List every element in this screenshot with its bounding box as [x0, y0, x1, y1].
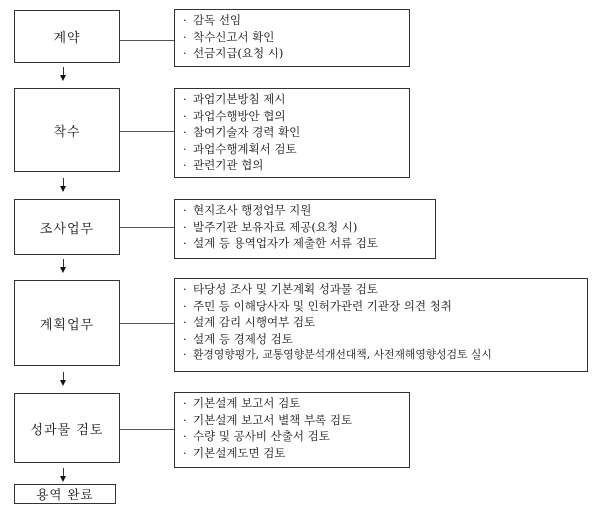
detail-box-survey: [174, 199, 436, 259]
bullet: ·: [183, 445, 187, 460]
bullet: ·: [183, 298, 187, 313]
item-text: 기본설계 보고서 검토: [193, 396, 301, 410]
detail-item: [183, 45, 409, 62]
bullet: ·: [183, 46, 187, 60]
stage-box-planning: [14, 280, 120, 366]
bullet: ·: [183, 412, 187, 427]
stage-box-survey: [14, 199, 120, 255]
detail-item: [183, 219, 435, 236]
detail-item: [183, 235, 435, 252]
detail-item: [183, 445, 409, 462]
detail-item: [183, 298, 587, 315]
bullet: ·: [183, 92, 187, 106]
bullet: ·: [183, 396, 187, 410]
detail-item: [183, 331, 587, 348]
detail-item: [183, 91, 409, 108]
item-text: 선금지급(요청 시): [193, 46, 284, 60]
flow-arrow-line: [63, 67, 64, 75]
item-text: 관련기관 협의: [193, 158, 264, 172]
bullet: ·: [183, 158, 187, 172]
detail-item: [183, 347, 587, 364]
connector-line: [120, 323, 174, 324]
bullet: ·: [183, 29, 187, 44]
bullet: ·: [183, 348, 187, 361]
flow-arrow-head: [60, 476, 66, 482]
item-text: 현지조사 행정업무 지원: [193, 203, 312, 217]
bullet: ·: [183, 282, 187, 296]
detail-item: [183, 412, 409, 429]
connector-line: [120, 40, 174, 41]
stage-label: 착수: [53, 124, 81, 140]
bullet: ·: [183, 13, 187, 27]
bullet: ·: [183, 331, 187, 346]
detail-item: [183, 428, 409, 445]
bullet: ·: [183, 141, 187, 156]
flow-arrow-line: [63, 178, 64, 186]
connector-line: [120, 429, 174, 430]
flow-arrow-head: [60, 75, 66, 81]
detail-item: [183, 12, 409, 29]
detail-item: [183, 281, 587, 298]
detail-item: [183, 108, 409, 125]
flow-arrow-line: [63, 372, 64, 380]
item-text: 설계 감리 시행여부 검토: [193, 315, 316, 329]
item-text: 과업수행계획서 검토: [193, 141, 297, 156]
item-text: 설계 등 경제성 검토: [193, 331, 293, 346]
item-text: 환경영향평가, 교통영향분석개선대책, 사전재해영향성검토 실시: [193, 348, 492, 361]
bullet: ·: [183, 125, 187, 139]
detail-box-planning: [174, 278, 588, 372]
item-text: 참여기술자 경력 확인: [193, 125, 301, 139]
stage-label: 조사업무: [39, 221, 95, 237]
detail-item: [183, 314, 587, 331]
bullet: ·: [183, 219, 187, 234]
detail-item: [183, 157, 409, 174]
connector-line: [120, 227, 174, 228]
final-step-box: [14, 484, 116, 504]
stage-label: 성과물 검토: [30, 422, 104, 438]
detail-item: [183, 124, 409, 141]
item-text: 타당성 조사 및 기본계획 성과물 검토: [193, 282, 378, 296]
connector-line: [120, 131, 174, 132]
detail-item: [183, 141, 409, 158]
stage-label: 계약: [53, 31, 81, 46]
item-text: 기본설계도면 검토: [193, 445, 286, 460]
bullet: ·: [183, 236, 187, 250]
detail-box-start: [174, 88, 410, 178]
detail-item: [183, 395, 409, 412]
flow-arrow-head: [60, 186, 66, 192]
detail-box-deliverable-review: [174, 392, 410, 468]
stage-box-deliverable-review: [14, 393, 120, 463]
item-text: 과업기본방침 제시: [193, 92, 286, 106]
flow-arrow-head: [60, 380, 66, 386]
item-text: 설계 등 용역업자가 제출한 서류 검토: [193, 236, 378, 250]
detail-item: [183, 29, 409, 46]
final-step-label: 용역 완료: [36, 487, 94, 502]
stage-label: 계획업무: [39, 317, 95, 333]
flow-arrow-head: [60, 267, 66, 273]
detail-box-contract: [174, 9, 410, 67]
bullet: ·: [183, 315, 187, 329]
item-text: 기본설계 보고서 별책 부록 검토: [193, 412, 353, 427]
stage-box-start: [14, 88, 120, 172]
bullet: ·: [183, 108, 187, 123]
item-text: 수량 및 공사비 산출서 검토: [193, 429, 330, 443]
stage-box-contract: [14, 10, 120, 63]
flow-arrow-line: [63, 259, 64, 267]
item-text: 주민 등 이해당사자 및 인허가관련 기관장 의견 청취: [193, 298, 452, 313]
bullet: ·: [183, 429, 187, 443]
bullet: ·: [183, 203, 187, 217]
item-text: 감독 선임: [193, 13, 242, 27]
item-text: 발주기관 보유자료 제공(요청 시): [193, 219, 358, 234]
detail-item: [183, 202, 435, 219]
item-text: 과업수행방안 협의: [193, 108, 286, 123]
item-text: 착수신고서 확인: [193, 29, 275, 44]
flow-arrow-line: [63, 468, 64, 476]
